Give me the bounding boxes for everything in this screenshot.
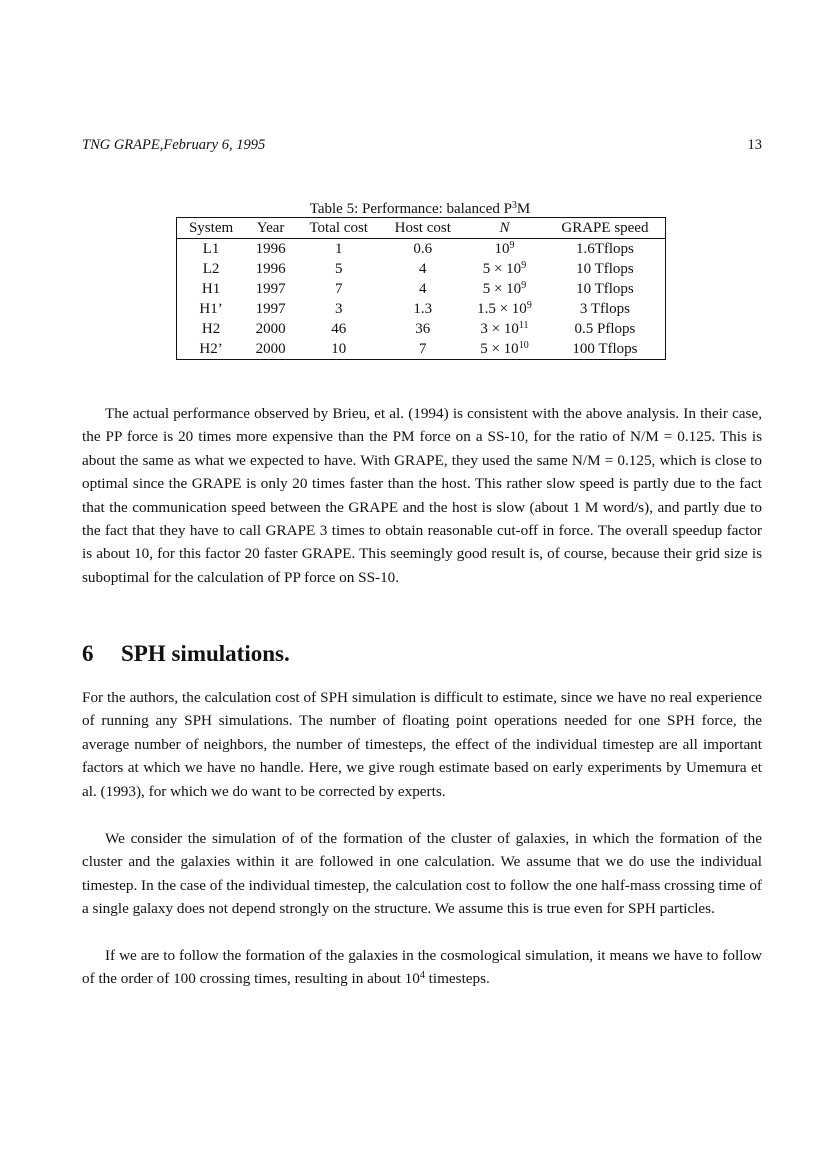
column-header-n: N	[464, 218, 545, 239]
paragraph-sph-intro: For the authors, the calculation cost of SPH simulation is difficult to estimate, since we have no real experience of running any SPH simulations. The number of floating point operations needed for one SPH force, the average number of neighbors, the number of timesteps, the effect of the individual timestep are all important factors at which we have no handle. Here, we give rough estimate based on early experiments by Umemura et al. (1993), for which we do want to be corrected by experts.	[82, 689, 762, 800]
table-row: H2’ 2000 10 7 $5 \times 10^{10}$ 100 Tflops	[199, 339, 638, 357]
section-title: SPH simulations.	[121, 641, 290, 666]
running-head: TNG GRAPE,February 6, 1995	[82, 137, 266, 153]
table-header-row	[177, 218, 666, 239]
table-row: L2 1996 5 4 $5 \times 10^9$ 10 Tflops	[202, 259, 634, 277]
table-caption: Table 5: Performance: balanced $P^3M$	[309, 200, 531, 217]
paragraph-timesteps: If we are to follow the formation of the galaxies in the cosmological simulation, it means we have to follow of the order of 100 crossing times, resulting in about $10^4$ timesteps.	[82, 947, 762, 988]
table-row: L1 1996 1 0.6 $10^9$ 1.6Tflops	[202, 239, 634, 257]
performance-table	[176, 217, 666, 360]
column-header-grape-speed: GRAPE speed	[545, 218, 666, 239]
column-header-total-cost: Total cost	[296, 218, 381, 239]
section-heading	[82, 641, 290, 667]
paragraph-performance-discussion: The actual performance observed by Brieu, et al. (1994) is consistent with the above analysis. In their case, the PP force is 20 times more expensive than the PM force on a SS-10, for the ratio of N/M = 0.125. This is about the same as what we expected to have. With GRAPE, they used the same N/M = 0.125, which is close to optimal since the GRAPE is only 20 times faster than the host. This rather slow speed is partly due to the fact that the communication speed between the GRAPE and the host is slow (about 1 M word/s), and partly due to the fact that they have to call GRAPE 3 times to obtain reasonable cut-off in force. The overall speedup factor is about 10, for this factor 20 faster GRAPE. This seemingly good result is, of course, because their grid size is suboptimal for the calculation of PP force on SS-10.	[82, 405, 762, 586]
column-header-year: Year	[245, 218, 296, 239]
section-number: 6	[82, 641, 94, 666]
page-number: 13	[747, 137, 762, 153]
table-row: H1 1997 7 4 $5 \times 10^9$ 10 Tflops	[201, 279, 634, 297]
column-header-system: System	[177, 218, 246, 239]
paragraph-cluster-simulation: We consider the simulation of of the formation of the cluster of galaxies, in which the formation of the cluster and the galaxies within it are followed in one calculation. We assume that we do use the individual timestep. In the case of the individual timestep, the calculation cost to follow the one half-mass crossing time of a single galaxy does not depend strongly on the structure. We assume this is true even for SPH particles.	[82, 830, 762, 918]
table-row: H1’ 1997 3 1.3 $1.5 \times 10^9$ 3 Tflops	[199, 299, 630, 317]
table-row: H2 2000 46 36 $3 \times 10^{11}$ 0.5 Pflops	[201, 319, 636, 337]
column-header-host-cost: Host cost	[381, 218, 464, 239]
